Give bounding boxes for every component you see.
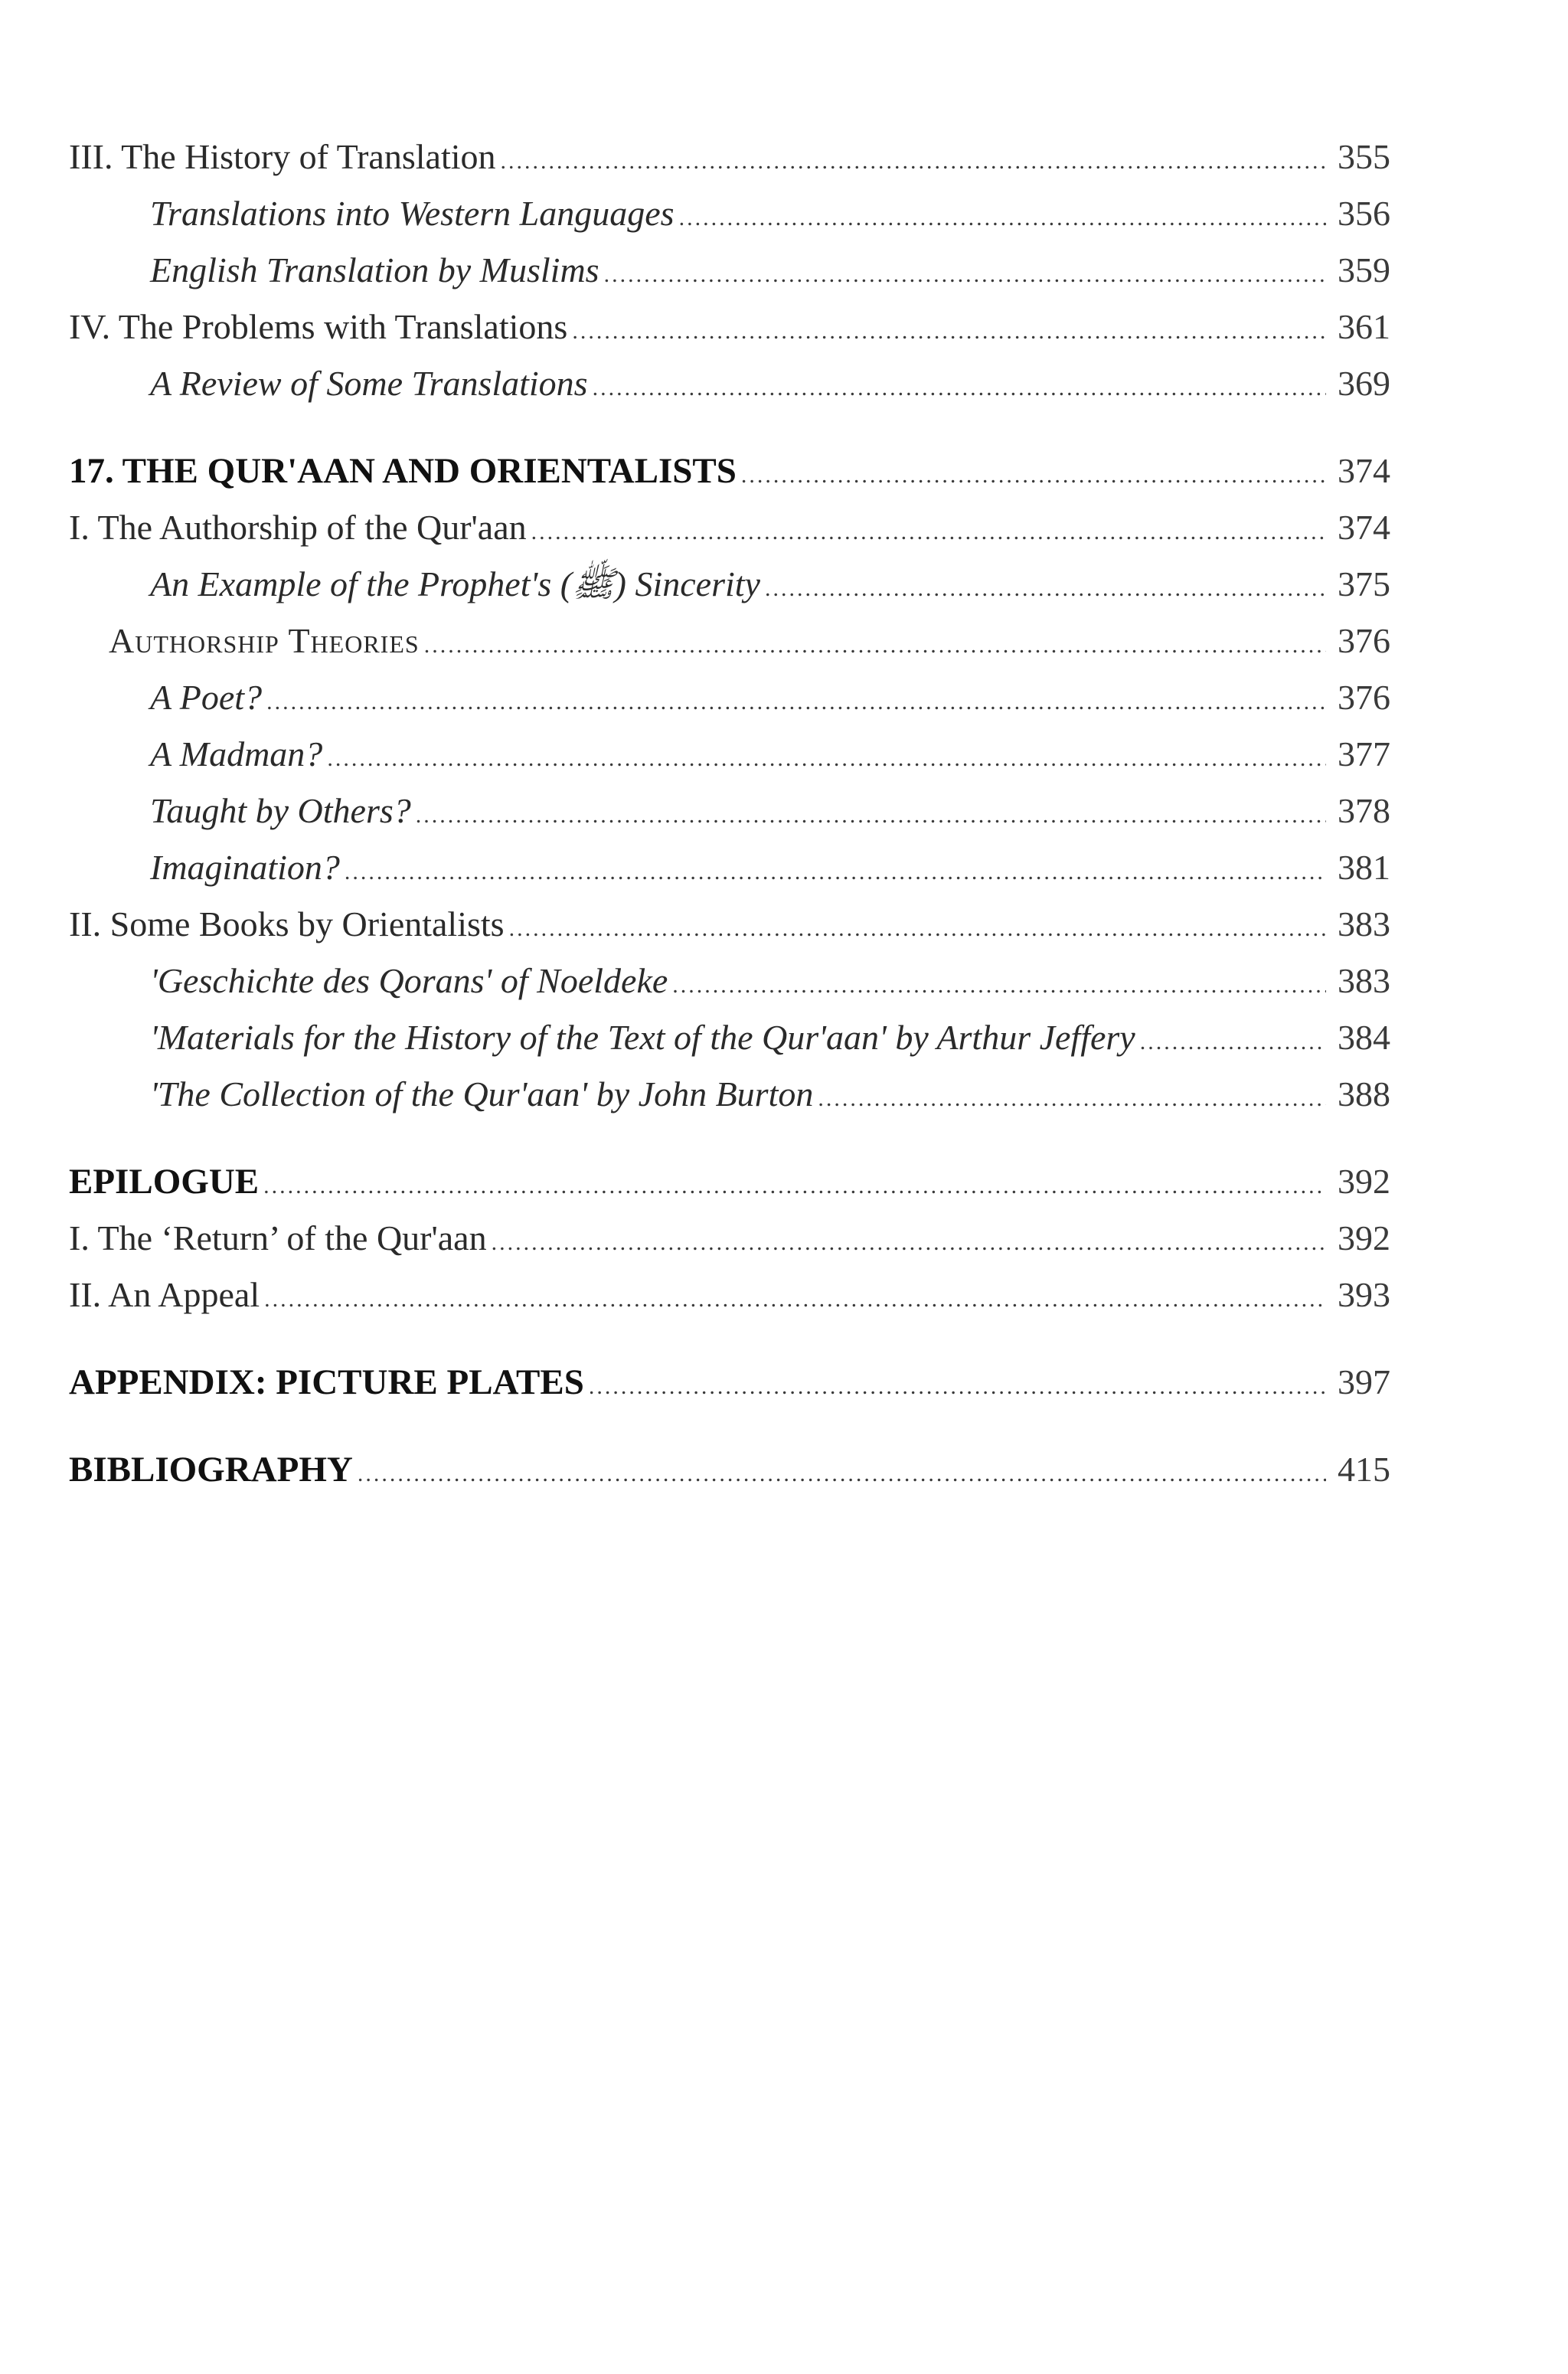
toc-entry-item [69, 556, 1390, 613]
table-of-contents [69, 129, 1390, 1498]
toc-entry-caps [69, 613, 1390, 669]
toc-entry-title: 'Materials for the History of the Text of the Qur'aan' by Arthur Jeffery [150, 1018, 1135, 1057]
toc-entry-page-number: 356 [1338, 194, 1390, 233]
toc-entry-title: I. The ‘Return’ of the Qur'aan [69, 1218, 487, 1257]
dot-leader [509, 901, 1326, 957]
dot-leader [593, 360, 1326, 417]
toc-entry-item [69, 783, 1390, 839]
toc-entry-page-number: 376 [1338, 678, 1390, 717]
toc-entry-title: II. An Appeal [69, 1275, 260, 1314]
toc-entry-title: IV. The Problems with Translations [69, 307, 568, 346]
toc-entry-section [69, 299, 1390, 355]
toc-entry-item [69, 355, 1390, 412]
dot-leader [531, 504, 1326, 561]
toc-entry-page-number: 374 [1338, 508, 1390, 547]
toc-entry-section [69, 1210, 1390, 1267]
toc-entry-section [69, 896, 1390, 953]
toc-entry-item [69, 839, 1390, 896]
dot-leader [672, 957, 1326, 1014]
toc-entry-page-number: 393 [1338, 1275, 1390, 1314]
dot-leader [327, 731, 1326, 787]
toc-entry-title: Imagination? [150, 848, 340, 887]
toc-entry-chapter [69, 1354, 1390, 1411]
toc-entry-title: 'The Collection of the Qur'aan' by John Burton [150, 1074, 814, 1113]
dot-leader [416, 787, 1326, 844]
dot-leader [263, 1158, 1326, 1215]
toc-entry-item [69, 669, 1390, 726]
toc-entry-item [69, 1066, 1390, 1123]
dot-leader [492, 1215, 1326, 1271]
toc-entry-page-number: 388 [1338, 1074, 1390, 1113]
dot-leader [424, 617, 1326, 674]
toc-entry-item [69, 726, 1390, 783]
dot-leader [1140, 1014, 1326, 1071]
dot-leader [679, 190, 1326, 247]
dot-leader [358, 1446, 1326, 1503]
toc-entry-title: English Translation by Muslims [150, 250, 599, 289]
toc-entry-title: A Madman? [150, 734, 323, 773]
dot-leader [604, 247, 1326, 303]
toc-entry-page-number: 355 [1338, 137, 1390, 176]
toc-entry-page-number: 375 [1338, 564, 1390, 603]
dot-leader [765, 561, 1326, 617]
toc-entry-page-number: 383 [1338, 961, 1390, 1000]
toc-entry-title: An Example of the Prophet's (ﷺ) Sincerity [150, 564, 760, 603]
toc-entry-item [69, 1009, 1390, 1066]
toc-entry-title: Taught by Others? [150, 791, 411, 830]
toc-entry-title: A Poet? [150, 678, 263, 717]
toc-entry-chapter [69, 1153, 1390, 1210]
toc-entry-page-number: 369 [1338, 364, 1390, 403]
dot-leader [501, 133, 1326, 190]
toc-entry-title: II. Some Books by Orientalists [69, 904, 505, 943]
toc-entry-title: A Review of Some Translations [150, 364, 588, 403]
toc-entry-page-number: 397 [1338, 1362, 1390, 1401]
dot-leader [264, 1271, 1326, 1328]
toc-entry-page-number: 415 [1338, 1450, 1390, 1489]
dot-leader [818, 1071, 1326, 1127]
toc-entry-title: EPILOGUE [69, 1162, 260, 1202]
toc-entry-page-number: 392 [1338, 1218, 1390, 1257]
toc-entry-page-number: 378 [1338, 791, 1390, 830]
toc-entry-title: III. The History of Translation [69, 137, 496, 176]
toc-entry-title: APPENDIX: PICTURE PLATES [69, 1362, 584, 1402]
toc-entry-page-number: 361 [1338, 307, 1390, 346]
toc-entry-section [69, 499, 1390, 556]
toc-entry-page-number: 384 [1338, 1018, 1390, 1057]
toc-entry-section [69, 129, 1390, 185]
toc-entry-title: I. The Authorship of the Qur'aan [69, 508, 527, 547]
dot-leader [266, 674, 1326, 731]
toc-entry-page-number: 381 [1338, 848, 1390, 887]
toc-entry-chapter [69, 1441, 1390, 1498]
toc-entry-title: BIBLIOGRAPHY [69, 1450, 353, 1489]
toc-entry-chapter [69, 443, 1390, 499]
toc-entry-page-number: 392 [1338, 1162, 1390, 1201]
toc-entry-page-number: 377 [1338, 734, 1390, 773]
toc-entry-page-number: 359 [1338, 250, 1390, 289]
toc-entry-section [69, 1267, 1390, 1323]
toc-entry-title: 'Geschichte des Qorans' of Noeldeke [150, 961, 668, 1000]
toc-entry-page-number: 376 [1338, 621, 1390, 660]
dot-leader [589, 1359, 1326, 1415]
toc-entry-item [69, 953, 1390, 1009]
dot-leader [345, 844, 1326, 901]
toc-entry-title: Authorship Theories [109, 621, 420, 660]
toc-entry-item [69, 242, 1390, 299]
toc-entry-item [69, 185, 1390, 242]
toc-entry-page-number: 383 [1338, 904, 1390, 943]
toc-entry-page-number: 374 [1338, 451, 1390, 490]
toc-entry-title: Translations into Western Languages [150, 194, 675, 233]
toc-entry-title: 17. THE QUR'AAN AND ORIENTALISTS [69, 451, 737, 491]
dot-leader [741, 447, 1326, 504]
dot-leader [572, 303, 1326, 360]
